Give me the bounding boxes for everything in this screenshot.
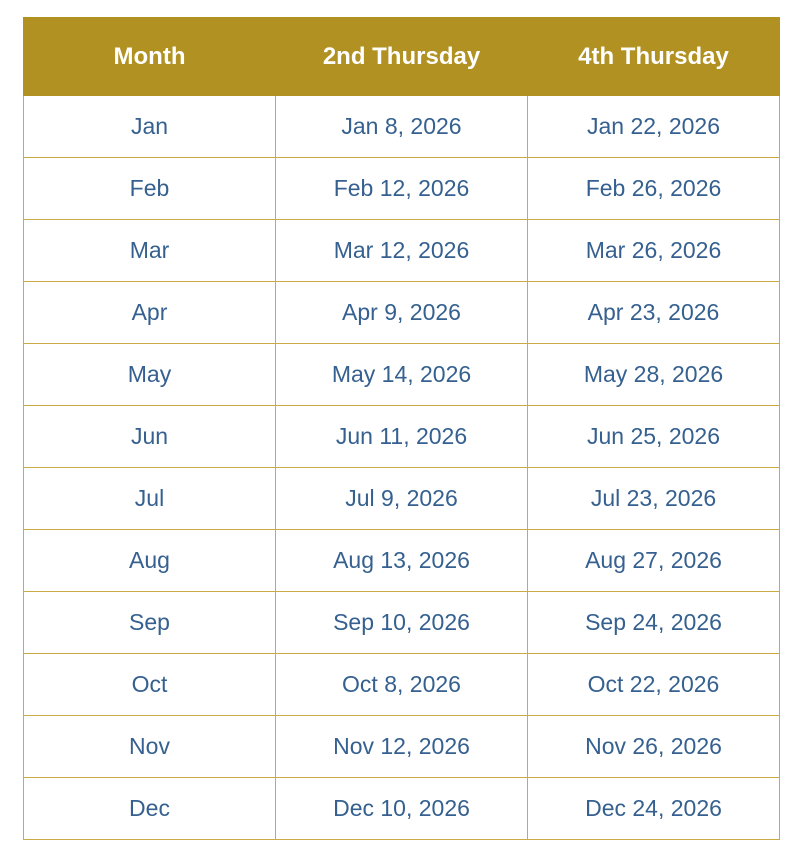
table-row: [24, 344, 780, 406]
cell-month: Jan: [24, 96, 276, 158]
cell-4th-thursday: Dec 24, 2026: [528, 778, 780, 840]
table-row: [24, 592, 780, 654]
cell-4th-thursday: Nov 26, 2026: [528, 716, 780, 778]
table-row: [24, 716, 780, 778]
thursday-schedule-table: [23, 17, 780, 840]
cell-4th-thursday: Jul 23, 2026: [528, 468, 780, 530]
cell-4th-thursday: Sep 24, 2026: [528, 592, 780, 654]
table-row: [24, 282, 780, 344]
cell-2nd-thursday: Feb 12, 2026: [276, 158, 528, 220]
cell-2nd-thursday: Dec 10, 2026: [276, 778, 528, 840]
table-row: [24, 158, 780, 220]
cell-month: Feb: [24, 158, 276, 220]
cell-2nd-thursday: May 14, 2026: [276, 344, 528, 406]
header-row: [24, 18, 780, 96]
cell-4th-thursday: Jan 22, 2026: [528, 96, 780, 158]
cell-4th-thursday: Jun 25, 2026: [528, 406, 780, 468]
cell-month: Mar: [24, 220, 276, 282]
cell-month: Aug: [24, 530, 276, 592]
cell-month: Oct: [24, 654, 276, 716]
table-row: [24, 96, 780, 158]
cell-4th-thursday: Oct 22, 2026: [528, 654, 780, 716]
cell-4th-thursday: Feb 26, 2026: [528, 158, 780, 220]
table-row: [24, 654, 780, 716]
cell-month: Sep: [24, 592, 276, 654]
cell-2nd-thursday: Sep 10, 2026: [276, 592, 528, 654]
header-4th-thursday: 4th Thursday: [528, 18, 780, 96]
cell-4th-thursday: Aug 27, 2026: [528, 530, 780, 592]
cell-4th-thursday: May 28, 2026: [528, 344, 780, 406]
cell-month: Jul: [24, 468, 276, 530]
cell-4th-thursday: Apr 23, 2026: [528, 282, 780, 344]
cell-2nd-thursday: Apr 9, 2026: [276, 282, 528, 344]
table-row: [24, 778, 780, 840]
cell-2nd-thursday: Oct 8, 2026: [276, 654, 528, 716]
cell-4th-thursday: Mar 26, 2026: [528, 220, 780, 282]
table-row: [24, 406, 780, 468]
cell-month: Dec: [24, 778, 276, 840]
cell-month: May: [24, 344, 276, 406]
table-body: [24, 96, 780, 840]
header-month: Month: [24, 18, 276, 96]
header-2nd-thursday: 2nd Thursday: [276, 18, 528, 96]
cell-2nd-thursday: Nov 12, 2026: [276, 716, 528, 778]
cell-month: Jun: [24, 406, 276, 468]
table-header: [24, 18, 780, 96]
schedule-container: [23, 17, 780, 840]
cell-month: Apr: [24, 282, 276, 344]
cell-month: Nov: [24, 716, 276, 778]
table-row: [24, 468, 780, 530]
cell-2nd-thursday: Jan 8, 2026: [276, 96, 528, 158]
cell-2nd-thursday: Jul 9, 2026: [276, 468, 528, 530]
cell-2nd-thursday: Jun 11, 2026: [276, 406, 528, 468]
cell-2nd-thursday: Aug 13, 2026: [276, 530, 528, 592]
cell-2nd-thursday: Mar 12, 2026: [276, 220, 528, 282]
table-row: [24, 530, 780, 592]
table-row: [24, 220, 780, 282]
